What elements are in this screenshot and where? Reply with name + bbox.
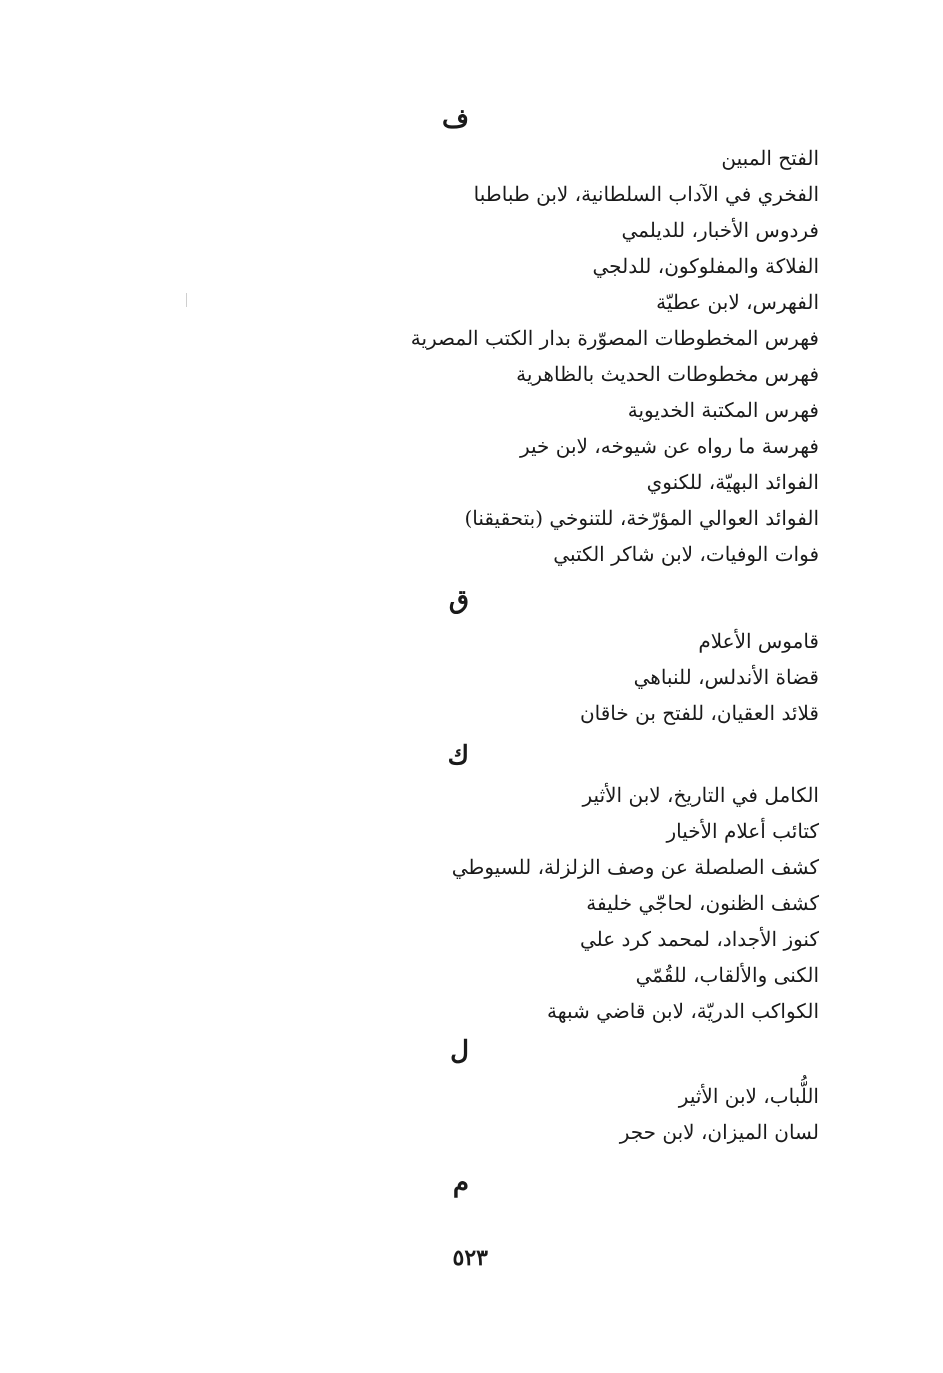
entries-list-qaf	[580, 623, 819, 731]
list-item: الفتح المبين	[721, 146, 819, 170]
list-item: اللُّباب، لابن الأثير	[678, 1084, 819, 1108]
list-item: قلائد العقيان، للفتح بن خاقان	[579, 701, 819, 725]
list-item: لسان الميزان، لابن حجر	[619, 1120, 819, 1144]
section-letter-fa: ف	[442, 104, 469, 134]
list-item: قاموس الأعلام	[698, 629, 819, 653]
section-letter-qaf: ق	[448, 585, 469, 615]
list-item: الفهرس، لابن عطيّة	[656, 290, 819, 314]
margin-mark	[186, 293, 187, 307]
list-item: الفوائد العوالي المؤرّخة، للتنوخي (بتحقيقنا)	[464, 506, 819, 530]
list-item: الكامل في التاريخ، لابن الأثير	[582, 783, 819, 807]
section-letter-kaf: ك	[447, 741, 469, 771]
list-item: كشف الصلصلة عن وصف الزلزلة، للسيوطي	[451, 855, 819, 879]
list-item: الفخري في الآداب السلطانية، لابن طباطبا	[473, 182, 819, 206]
entries-list-fa	[411, 140, 819, 572]
page-number: ٥٢٣	[452, 1245, 488, 1271]
list-item: الفوائد البهيّة، للكنوي	[646, 470, 819, 494]
list-item: الفلاكة والمفلوكون، للدلجي	[592, 254, 819, 278]
list-item: فهرس مخطوطات الحديث بالظاهرية	[516, 362, 819, 386]
list-item: كتائب أعلام الأخيار	[666, 819, 819, 843]
list-item: الكنى والألقاب، للقُمّي	[635, 963, 819, 987]
section-letter-mim: م	[452, 1168, 469, 1198]
list-item: فهرسة ما رواه عن شيوخه، لابن خير	[519, 434, 819, 458]
list-item: فهرس المخطوطات المصوّرة بدار الكتب المصرية	[410, 326, 819, 350]
list-item: الكواكب الدريّة، لابن قاضي شبهة	[547, 999, 819, 1023]
list-item: فهرس المكتبة الخديوية	[627, 398, 819, 422]
section-letter-lam: ل	[450, 1036, 469, 1066]
list-item: كنوز الأجداد، لمحمد كرد علي	[579, 927, 819, 951]
entries-list-lam	[620, 1078, 819, 1150]
list-item: قضاة الأندلس، للنباهي	[633, 665, 819, 689]
list-item: كشف الظنون، لحاجّي خليفة	[586, 891, 819, 915]
entries-list-kaf	[452, 777, 819, 1029]
list-item: فوات الوفيات، لابن شاكر الكتبي	[553, 542, 819, 566]
list-item: فردوس الأخبار، للديلمي	[621, 218, 819, 242]
